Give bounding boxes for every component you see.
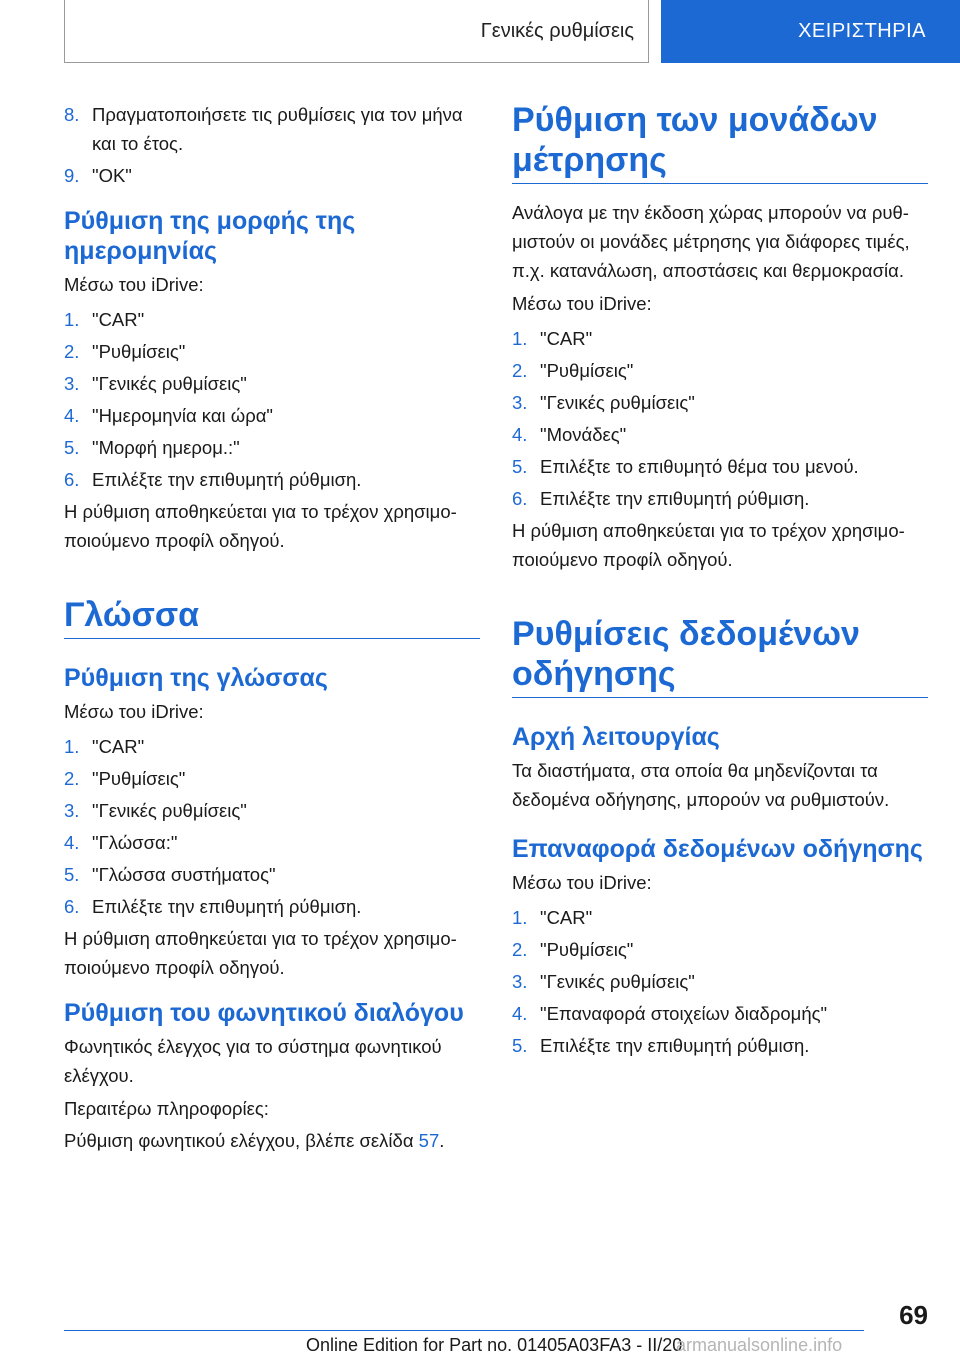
- driving-data-section-heading: Ρυθμίσεις δεδομένων οδήγησης: [512, 614, 928, 698]
- list-item: [64, 796, 480, 825]
- list-item: [64, 828, 480, 857]
- list-item: [512, 935, 928, 964]
- step-text: "Ρυθμίσεις": [92, 341, 186, 362]
- step-number: 2.: [64, 341, 80, 362]
- step-text: "Μορφή ημερομ.:": [92, 437, 240, 458]
- step-text: "CAR": [540, 907, 593, 928]
- principle-heading: Αρχή λειτουργίας: [512, 723, 720, 751]
- header-section-title: Γενικές ρυθμίσεις: [480, 19, 634, 42]
- step-text: "Ρυθμίσεις": [92, 768, 186, 789]
- step-text: Επιλέξτε την επιθυμητή ρύθμιση.: [540, 488, 810, 509]
- step-text: "Γλώσσα:": [92, 832, 178, 853]
- step-text: "OK": [92, 165, 132, 186]
- language-section-heading: Γλώσσα: [64, 595, 480, 639]
- step-text: "Γλώσσα συστήματος": [92, 864, 276, 885]
- left-column: [64, 100, 480, 1158]
- header-section-tab: [64, 0, 649, 63]
- list-item: [512, 1031, 928, 1060]
- step-number: 4.: [512, 1003, 528, 1024]
- step-text: Επιλέξτε την επιθυμητή ρύθμιση.: [92, 469, 362, 490]
- list-item: [512, 324, 928, 353]
- step-text: Επιλέξτε την επιθυμητή ρύθμιση.: [540, 1035, 810, 1056]
- step-number: 1.: [512, 328, 528, 349]
- step-text: "Μονάδες": [540, 424, 627, 445]
- profile-note: Η ρύθμιση αποθηκεύεται για το τρέχον χρησιμοποιούμενο προφίλ οδηγού.: [512, 520, 905, 570]
- step-number: 3.: [64, 373, 80, 394]
- step-number: 1.: [512, 907, 528, 928]
- step-number: 5.: [64, 437, 80, 458]
- step-text: Επιλέξτε το επιθυμητό θέμα του μενού.: [540, 456, 859, 477]
- list-item: [64, 732, 480, 761]
- step-number: 5.: [512, 456, 528, 477]
- list-item: [512, 484, 928, 513]
- language-steps: [64, 732, 480, 921]
- step-number: 3.: [64, 800, 80, 821]
- step-number: 5.: [64, 864, 80, 885]
- voice-dialog-text: Φωνητικός έλεγχος για το σύστημα φωνητικού ελέγχου.: [64, 1036, 442, 1086]
- step-text: "Ημερομηνία και ώρα": [92, 405, 273, 426]
- step-number: 3.: [512, 971, 528, 992]
- step-text: "Γενικές ρυθμίσεις": [540, 392, 695, 413]
- step-number: 5.: [512, 1035, 528, 1056]
- reset-steps: [512, 903, 928, 1060]
- list-item: [512, 452, 928, 481]
- step-number: 3.: [512, 392, 528, 413]
- step-number: 9.: [64, 165, 80, 186]
- step-number: 6.: [64, 896, 80, 917]
- step-number: 1.: [64, 736, 80, 757]
- step-number: 6.: [512, 488, 528, 509]
- header-chapter-tab: [661, 0, 960, 63]
- list-item: [64, 369, 480, 398]
- more-info-label: Περαιτέρω πληροφορίες:: [64, 1098, 269, 1119]
- step-number: 8.: [64, 104, 80, 125]
- watermark: armanualsonline.info: [676, 1335, 843, 1355]
- step-text: "Γενικές ρυθμίσεις": [92, 800, 247, 821]
- principle-text: Τα διαστήματα, στα οποία θα μηδενίζονται τα δεδομένα οδήγησης, μπορούν να ρυθμιστούν.: [512, 760, 890, 810]
- right-column: [512, 100, 928, 1063]
- units-steps: [512, 324, 928, 513]
- via-idrive-text: Μέσω του iDrive:: [512, 293, 652, 314]
- step-number: 1.: [64, 309, 80, 330]
- header-chapter-title: ΧΕΙΡΙΣΤΗΡΙΑ: [798, 20, 926, 42]
- list-item: [64, 161, 480, 190]
- via-idrive-text: Μέσω του iDrive:: [64, 274, 204, 295]
- page-reference-link[interactable]: 57: [418, 1130, 440, 1151]
- list-item: [64, 100, 480, 158]
- step-text: "Γενικές ρυθμίσεις": [92, 373, 247, 394]
- via-idrive-text: Μέσω του iDrive:: [64, 701, 204, 722]
- profile-note: Η ρύθμιση αποθηκεύεται για το τρέχον χρησιμοποιούμενο προφίλ οδηγού.: [64, 928, 457, 978]
- step-text: Επιλέξτε την επιθυμητή ρύθμιση.: [92, 896, 362, 917]
- date-format-steps: [64, 305, 480, 494]
- step-text: "CAR": [92, 309, 145, 330]
- step-text: "CAR": [92, 736, 145, 757]
- cross-reference: [64, 1126, 480, 1155]
- step-text: "Γενικές ρυθμίσεις": [540, 971, 695, 992]
- step-number: 4.: [512, 424, 528, 445]
- step-text: Πραγματοποιήσετε τις ρυθμίσεις για τον μήνα και το έτος.: [92, 104, 463, 154]
- footer-divider: [64, 1330, 864, 1331]
- list-item: [512, 967, 928, 996]
- list-item: [512, 420, 928, 449]
- list-item: [64, 305, 480, 334]
- cross-reference-end: .: [439, 1130, 445, 1151]
- list-item: [64, 860, 480, 889]
- profile-note: Η ρύθμιση αποθηκεύεται για το τρέχον χρησιμοποιούμενο προφίλ οδηγού.: [64, 501, 457, 551]
- list-item: [64, 764, 480, 793]
- step-text: "Ρυθμίσεις": [540, 939, 634, 960]
- set-language-heading: Ρύθμιση της γλώσσας: [64, 664, 328, 692]
- step-number: 4.: [64, 832, 80, 853]
- via-idrive-text: Μέσω του iDrive:: [512, 872, 652, 893]
- voice-dialog-heading: Ρύθμιση του φωνητικού διαλόγου: [64, 999, 464, 1027]
- list-item: [64, 337, 480, 366]
- units-intro: Ανάλογα με την έκδοση χώρας μπορούν να ρυθμιστούν οι μονάδες μέτρησης για διάφορες τιμές, π.χ. κατανάλωση, αποστάσεις και θερμοκρασία.: [512, 202, 910, 281]
- reset-driving-data-heading: Επαναφορά δεδομένων οδήγησης: [512, 835, 923, 863]
- step-text: "CAR": [540, 328, 593, 349]
- step-number: 2.: [64, 768, 80, 789]
- step-number: 6.: [64, 469, 80, 490]
- step-number: 2.: [512, 360, 528, 381]
- list-item: [64, 465, 480, 494]
- date-format-heading: Ρύθμιση της μορφής της ημερομηνίας: [64, 207, 356, 265]
- page-number: 69: [899, 1300, 928, 1330]
- list-item: [64, 892, 480, 921]
- list-item: [512, 903, 928, 932]
- cross-reference-text: Ρύθμιση φωνητικού ελέγχου, βλέπε σελίδα: [64, 1130, 414, 1151]
- list-item: [512, 388, 928, 417]
- list-item: [512, 356, 928, 385]
- list-item: [64, 401, 480, 430]
- step-text: "Επαναφορά στοιχείων διαδρομής": [540, 1003, 828, 1024]
- units-section-heading: Ρύθμιση των μονάδων μέτρησης: [512, 100, 928, 184]
- step-text: "Ρυθμίσεις": [540, 360, 634, 381]
- list-item: [512, 999, 928, 1028]
- step-number: 2.: [512, 939, 528, 960]
- list-item: [64, 433, 480, 462]
- footer-edition: Online Edition for Part no. 01405A03FA3 - II/20: [306, 1335, 683, 1355]
- step-number: 4.: [64, 405, 80, 426]
